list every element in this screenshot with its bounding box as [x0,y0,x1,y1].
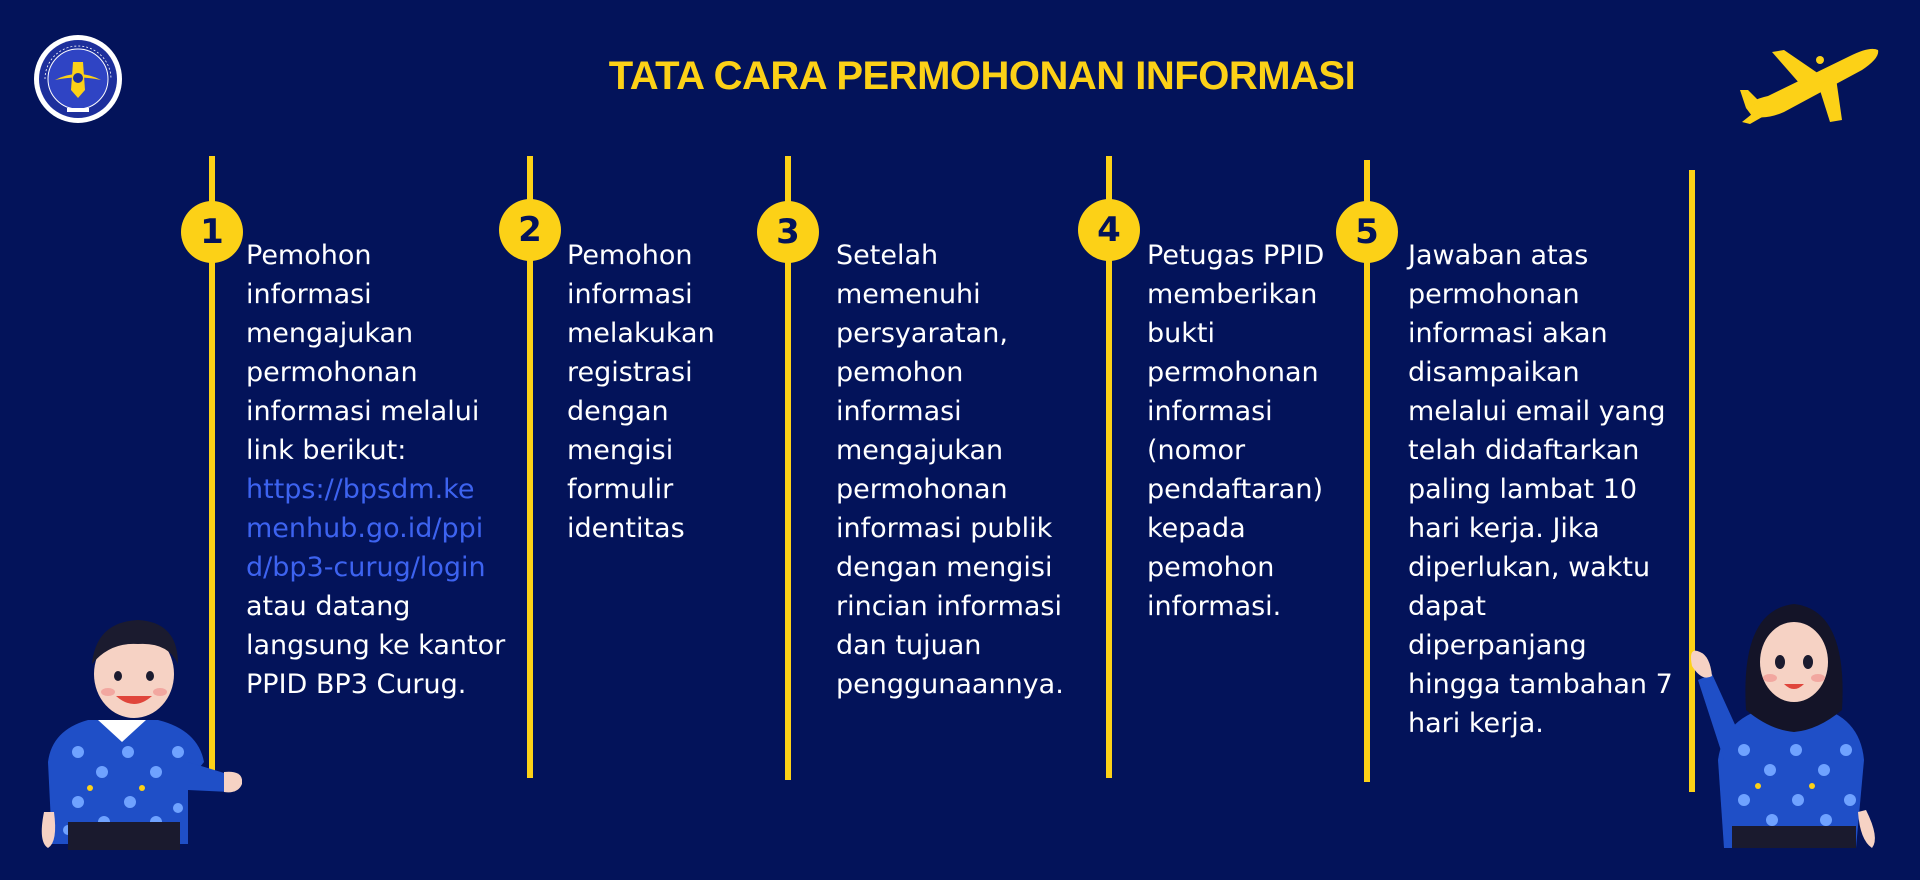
step-4-description: Petugas PPID memberikan bukti permohonan informasi (nomor pendaftaran) kepada pemohon informasi. [1147,240,1325,622]
step-number-5: 5 [1336,201,1398,263]
step-2-description: Pemohon informasi melakukan registrasi dengan mengisi formulir identitas [567,240,715,544]
male-officer-illustration [38,612,242,850]
step-number-4: 4 [1078,199,1140,261]
step-number-2: 2 [499,199,561,261]
step-number-3: 3 [757,201,819,263]
step-1-text-after: atau datang langsung ke kantor PPID BP3 Curug. [246,591,506,700]
registration-link[interactable]: https://bpsdm.ke menhub.go.id/ppi d/bp3-curug/login [246,474,486,583]
step-number-1: 1 [181,201,243,263]
step-3-description: Setelah memenuhi persyaratan, pemohon informasi mengajukan permohonan informasi publik dengan mengisi rincian informasi dan tujuan penggunaannya. [836,240,1064,700]
airplane-icon [1738,34,1880,130]
page-title: TATA CARA PERMOHONAN INFORMASI [608,54,1356,98]
step-5-description: Jawaban atas permohonan informasi akan disampaikan melalui email yang telah didaftarkan paling lambat 10 hari kerja. Jika diperlukan, waktu dapat diperpanjang hingga tambahan 7 hari kerja. [1408,240,1673,739]
female-officer-illustration [1684,590,1890,852]
step-1-description [246,236,532,704]
step-1-text-before: Pemohon informasi mengajukan permohonan informasi melalui link berikut: [246,240,480,466]
